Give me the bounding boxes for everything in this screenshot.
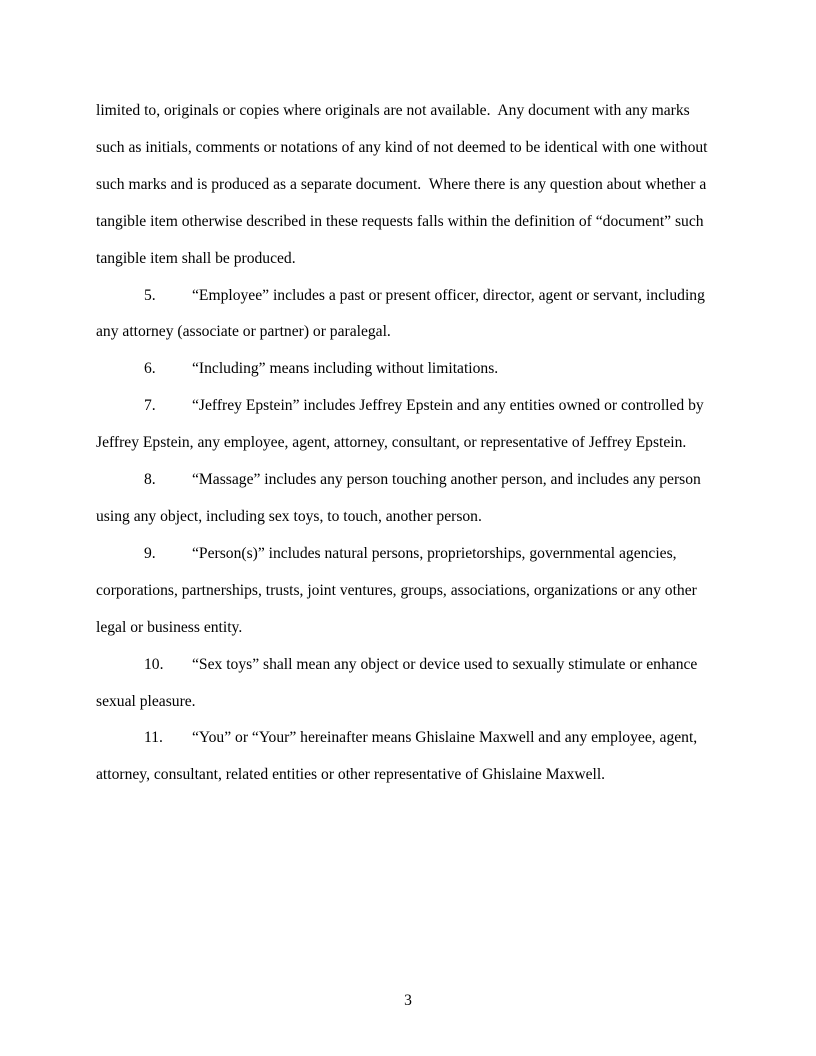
paragraph-number: 7.	[144, 397, 156, 415]
paragraph-number: 5.	[144, 286, 156, 304]
paragraph-text: “Massage” includes any person touching another person, and includes any person using any object, including sex toys, to touch, another person.	[96, 471, 701, 525]
paragraph-text: “Jeffrey Epstein” includes Jeffrey Epstein and any entities owned or controlled by Jeffrey Epstein, any employee, agent, attorney, consultant, or representative of Jeffrey Epstein.	[96, 397, 704, 452]
continuation-paragraph	[96, 93, 722, 278]
page-number: 3	[404, 992, 412, 1009]
paragraph-number: 6.	[144, 360, 156, 378]
definition-you-your	[96, 720, 722, 794]
definition-jeffrey-epstein	[96, 388, 722, 462]
paragraph-text: “Including” means including without limitations.	[192, 360, 499, 378]
document-body	[96, 93, 722, 794]
paragraph-number: 8.	[144, 471, 156, 489]
paragraph-number: 10.	[144, 655, 164, 673]
paragraph-text: “Employee” includes a past or present officer, director, agent or servant, including any attorney (associate or partner) or paralegal.	[96, 286, 705, 341]
paragraph-text: “You” or “Your” hereinafter means Ghislaine Maxwell and any employee, agent, attorney, consultant, related entities or other representative of Ghislaine Maxwell.	[96, 729, 698, 784]
paragraph-number: 11.	[144, 729, 163, 747]
definition-massage	[96, 462, 722, 536]
definition-employee	[96, 278, 722, 352]
definition-including	[96, 351, 722, 388]
paragraph-number: 9.	[144, 544, 156, 562]
paragraph-text: “Person(s)” includes natural persons, proprietorships, governmental agencies, corporations, partnerships, trusts, joint ventures, groups, associations, organizations or any other legal or business entity.	[96, 544, 697, 636]
paragraph-text: limited to, originals or copies where originals are not available. Any document with any marks such as initials, comments or notations of any kind of not deemed to be identical with one without such marks and is produced as a separate document. Where there is any question about whether a tangible item otherwise described in these requests falls within the definition of “document” such tangible item shall be produced.	[96, 102, 708, 267]
definition-sex-toys	[96, 647, 722, 721]
definition-persons	[96, 536, 722, 647]
paragraph-text: “Sex toys” shall mean any object or device used to sexually stimulate or enhance sexual pleasure.	[96, 655, 698, 710]
